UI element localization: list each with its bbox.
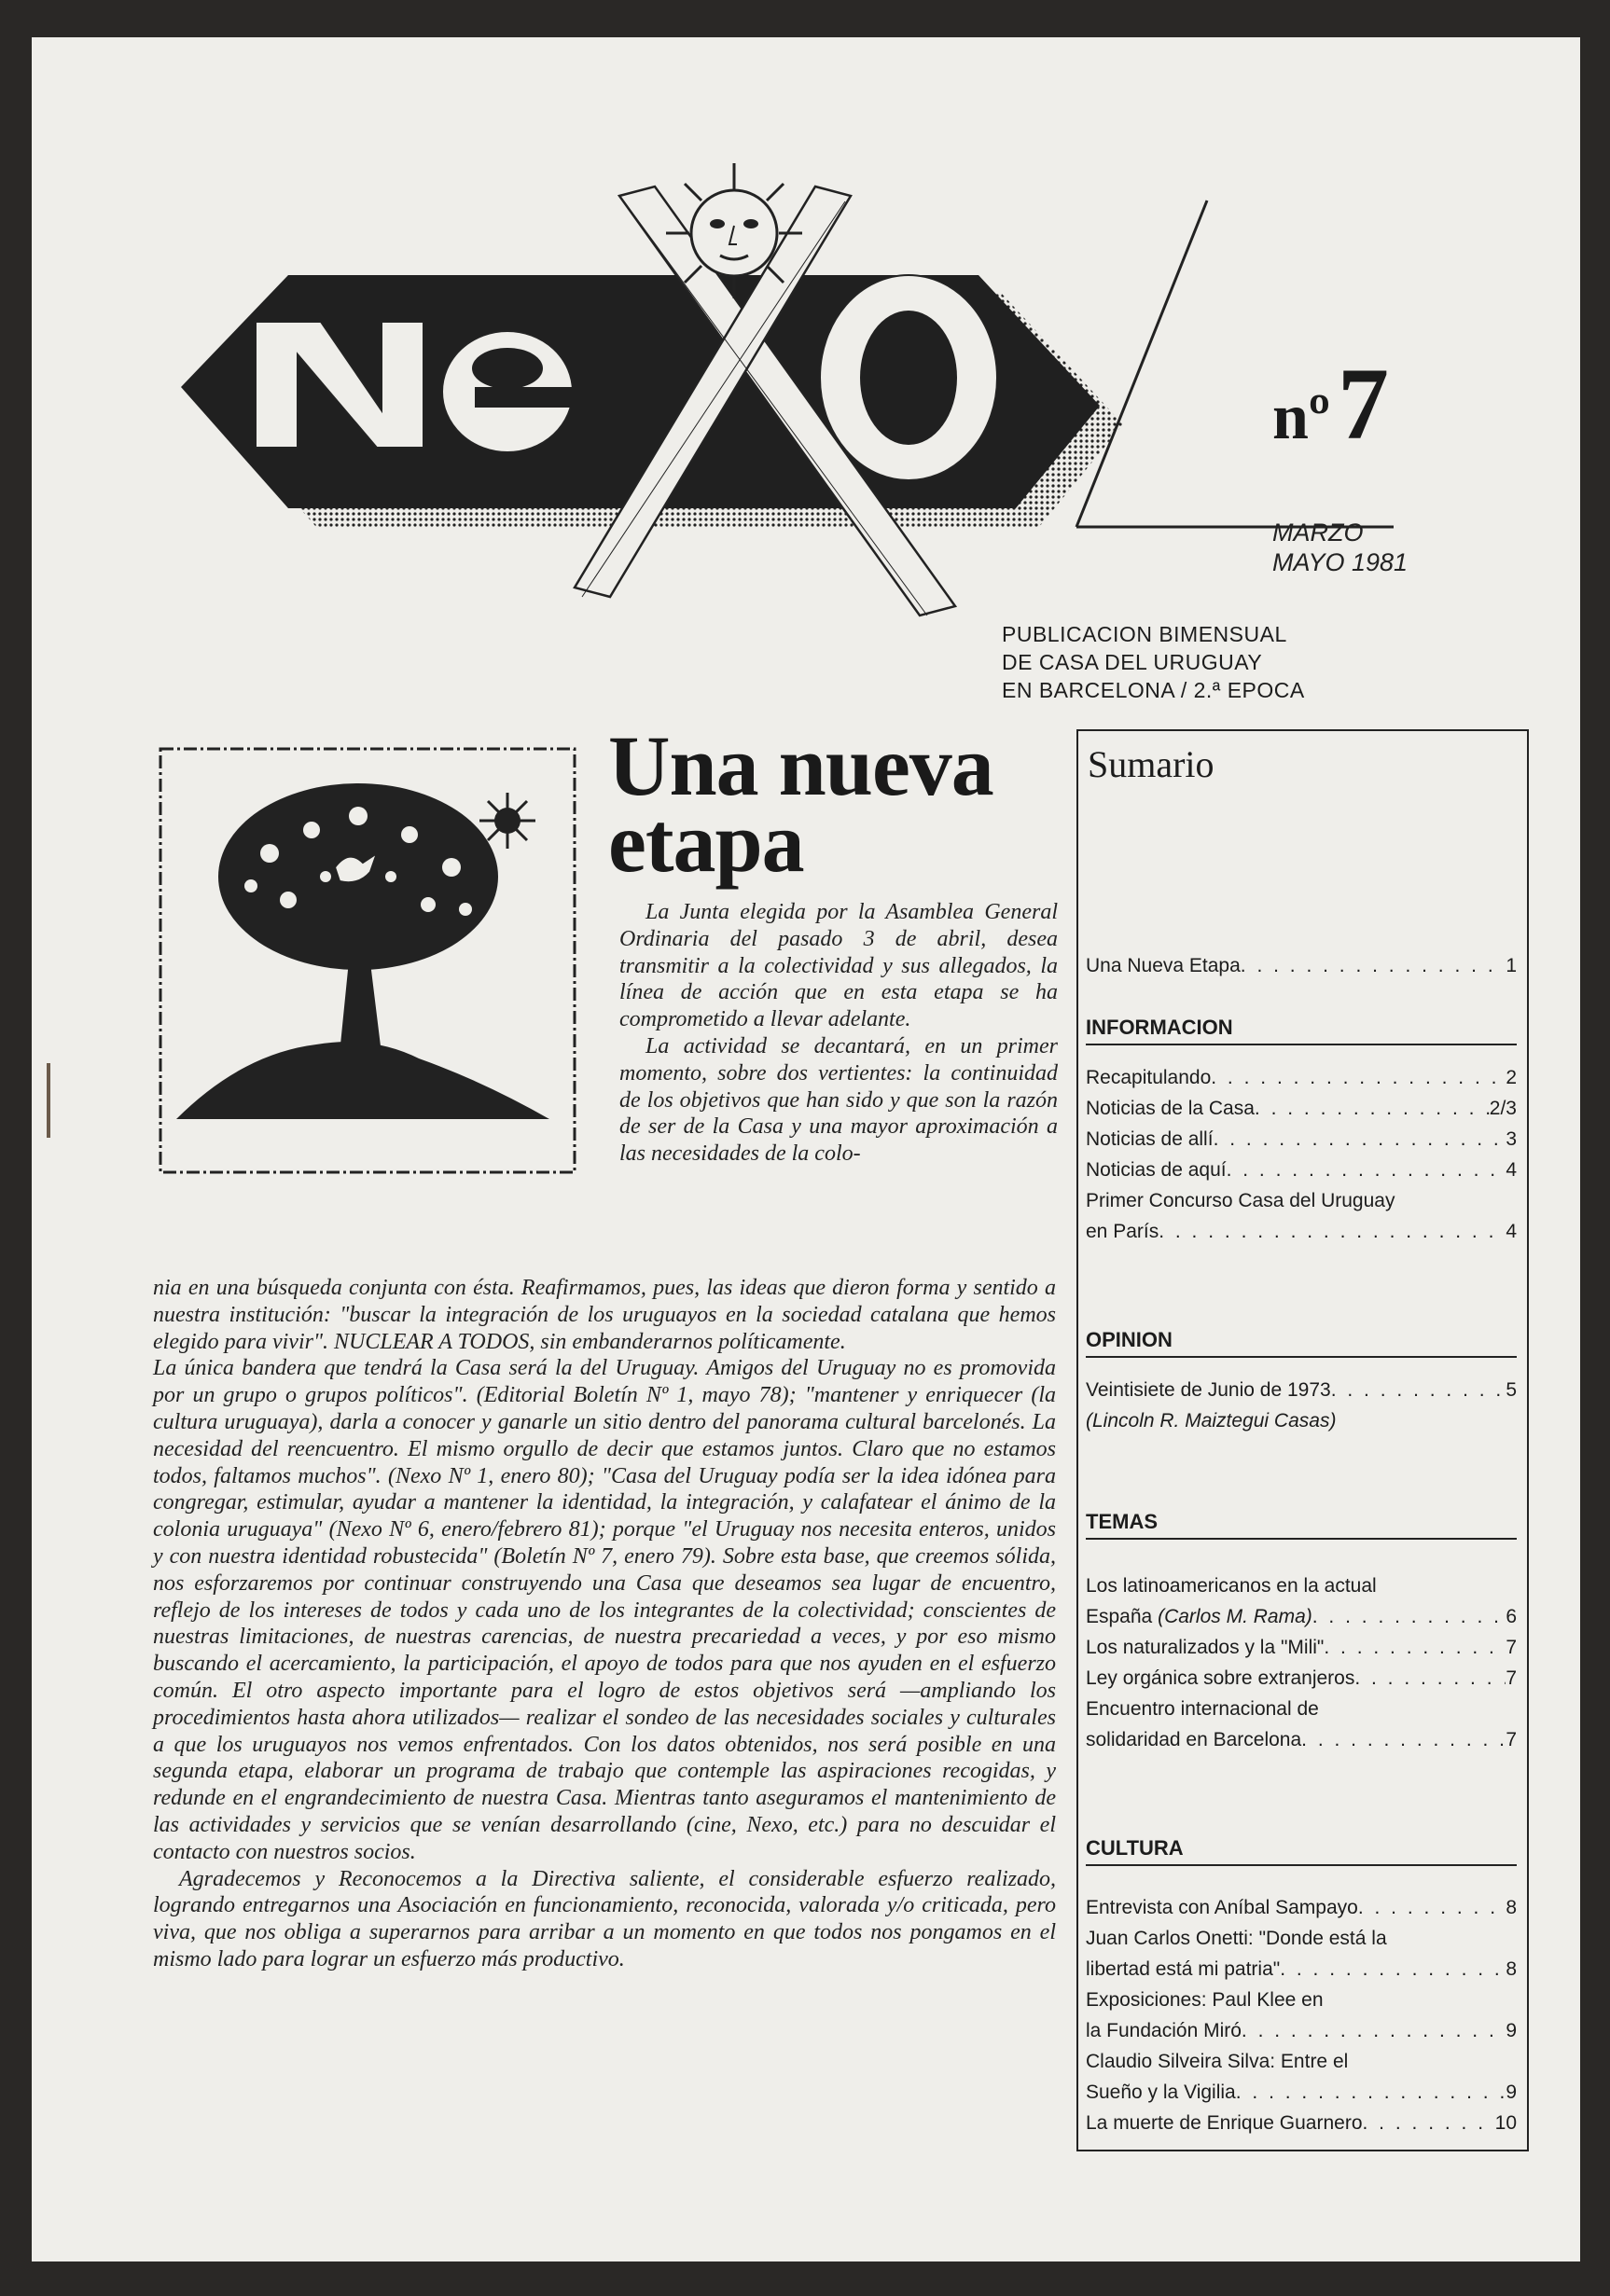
toc-entry: Una Nueva Etapa . . . 1 <box>1086 950 1517 981</box>
article-paragraph: nia en una búsqueda conjunta con ésta. Reafirmamos, pues, las ideas que dieron forma y sentido a nuestra institución: "buscar la integración de los uruguayos en la sociedad catalana que hemos elegido para vivir". NUCLEAR A TODOS, sin embanderarnos políticamente. <box>153 1276 1056 1354</box>
newspaper-page <box>32 37 1580 2261</box>
issue-date: MARZO MAYO 1981 <box>1272 519 1409 576</box>
small-sun-icon <box>479 793 535 849</box>
issue-number: nº7 <box>1272 347 1390 461</box>
article-headline: Una nueva etapa <box>608 718 993 890</box>
toc-entry: Los latinoamericanos en la actual España (Carlos M. Rama) . . . 6 Los naturalizados y la "Mili" . . . 7 Ley orgánica sobre extranjeros . . . 7 Encuentro internacional de solidaridad en Barcelona . . . 7 <box>1086 1570 1517 1755</box>
article-column-text <box>619 899 1058 1168</box>
nexo-logo <box>144 159 1394 643</box>
table-of-contents <box>1076 729 1529 2151</box>
staple-mark <box>47 1063 50 1138</box>
toc-section-heading: CULTURA <box>1086 1836 1517 1866</box>
sumario-title: Sumario <box>1088 743 1214 785</box>
article-body-text <box>153 1275 1056 1973</box>
toc-section-heading: OPINION <box>1086 1328 1517 1358</box>
toc-section-heading: INFORMACION <box>1086 1016 1517 1045</box>
article-paragraph: La única bandera que tendrá la Casa será la del Uruguay. Amigos del Uruguay no es promovida por un grupo o grupos políticos". (Editorial Boletín Nº 1, mayo 78); "mantener y enriquecer (la cultura uruguaya), darla a conocer y ganarle un sitio dentro del panorama cultural barcelonés. La necesidad del reencuentro. El mismo orgullo de decir que estamos juntos. Claro que no estamos todos, faltamos muchos". (Nexo Nº 1, enero 80); "Casa del Uruguay podía ser la idea idónea para congregar, estimular, ayudar a mantener la identidad, la integración, y calafatear el ánimo de la colonia uruguaya" (Nexo Nº 6, enero/febrero 81); porque "el Uruguay nos necesita enteros, unidos y con nuestra identidad robustecida" (Boletín Nº 7, enero 79). Sobre esta base, que creemos sólida, nos esforzaremos por continuar construyendo una Casa que deseamos sea lugar de encuentro, reflejo de los intereses de todos y cada uno de los integrantes de la colectividad; conscientes de nuestras limitaciones, de nuestras carencias, de nuestra precariedad a veces, y por eso mismo buscando el acercamiento, la participación, el apoyo de todos para que nos ayuden en el esfuerzo común. El otro aspecto importante para el logro de estos objetivos será —ampliando los procedimientos hasta ahora utilizados— realizar el sondeo de las necesidades sociales y culturales a que los uruguayos nos vemos enfrentados. Con los datos obtenidos, nos será posible en una segunda etapa, elaborar un programa de trabajo que contemple las aspiraciones recogidas, y redunde en el engrandecimiento de nuestra Casa. Mientras tanto aseguramos el mantenimiento de las actividades y servicios que se venían desarrollando (cine, Nexo, etc.) para no descuidar el contacto con nuestros socios. <box>153 1356 1056 1864</box>
toc-entry: Veintisiete de Junio de 1973 . . . 5 (Lincoln R. Maiztegui Casas) <box>1086 1375 1517 1436</box>
toc-entry: Recapitulando . . . 2 Noticias de la Casa . . . 2/3 Noticias de allí . . . 3 Noticias de aquí . . . 4 Primer Concurso Casa del Uruguay en París . . . 4 <box>1086 1062 1517 1247</box>
publication-info: PUBLICACION BIMENSUAL DE CASA DEL URUGUAY EN BARCELONA / 2.ª EPOCA <box>1002 622 1305 702</box>
toc-entry: Entrevista con Aníbal Sampayo . . . 8 Juan Carlos Onetti: "Donde está la libertad está mi patria" . . . 8 Exposiciones: Paul Klee en la Fundación Miró . . . 9 Claudio Silveira Silva: Entre el Sueño y la Vigilia . . . 9 La muerte de Enrique Guarnero . . . 10 <box>1086 1892 1517 2138</box>
tree-illustration <box>158 746 577 1175</box>
article-paragraph: Agradecemos y Reconocemos a la Directiva saliente, el considerable esfuerzo realizado, logrando entregarnos una Asociación en funcionamiento, reconocida, valorada y/o criticada, pero viva, que nos obliga a superarnos para arribar a un momento en que todos nos pongamos en el mismo lado para lograr un esfuerzo más productivo. <box>153 1866 1056 1971</box>
article-paragraph: La actividad se decantará, en un primer momento, sobre dos vertientes: la continuidad de los objetivos que han sido y que son la razón de ser de la Casa y una mayor aproximación a las necesidades de la colo- <box>619 1033 1058 1167</box>
article-paragraph: La Junta elegida por la Asamblea General Ordinaria del pasado 3 de abril, desea transmitir a la colectividad y sus allegados, la línea de acción que en esta etapa se ha comprometido a llevar adelante. <box>619 900 1058 1032</box>
toc-section-heading: TEMAS <box>1086 1510 1517 1540</box>
